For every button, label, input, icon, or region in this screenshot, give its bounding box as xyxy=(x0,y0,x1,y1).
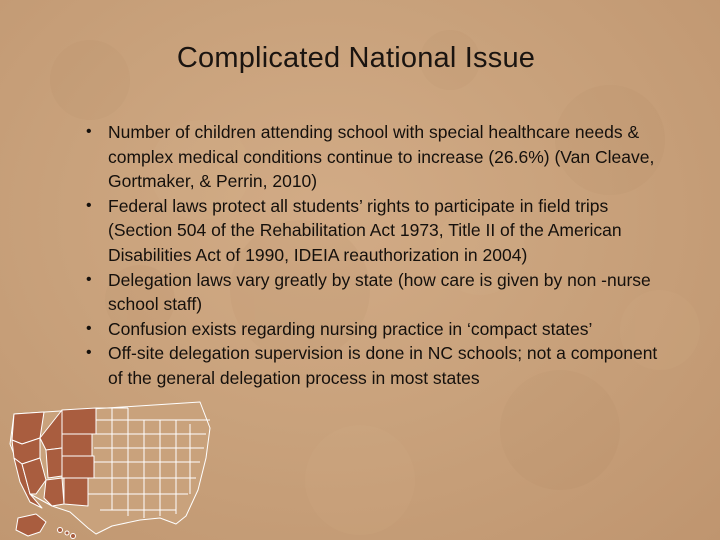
bullet-item xyxy=(82,341,672,390)
bullet-item xyxy=(82,194,672,268)
bullet-text: Confusion exists regarding nursing practice in ‘compact states’ xyxy=(108,318,593,339)
bullet-text: Off-site delegation supervision is done in NC schools; not a component of the general delegation process in most states xyxy=(108,343,658,388)
bullet-item xyxy=(82,268,672,317)
bullet-item xyxy=(82,317,672,342)
bullet-text: Number of children attending school with special healthcare needs & complex medical conditions continue to increase (26.6%) (Van Cleave, Gortmaker, & Perrin, 2010) xyxy=(108,122,655,192)
bullet-marker: • xyxy=(86,319,92,337)
bullet-marker: • xyxy=(86,123,92,140)
bullet-marker: • xyxy=(86,344,92,362)
bullet-item xyxy=(82,120,672,194)
slide-title: Complicated National Issue xyxy=(176,42,536,74)
bullet-text: Delegation laws vary greatly by state (how care is given by non -nurse school staff) xyxy=(108,269,651,315)
bullet-list xyxy=(82,120,672,391)
bullet-text: Federal laws protect all students’ rights to participate in field trips (Section 504 of the Rehabilitation Act 1973, Title II of the American Disabilities Act of 1990, IDEIA reauthorization in 2004) xyxy=(108,195,622,265)
us-states-map-icon xyxy=(0,398,218,540)
bullet-marker: • xyxy=(86,196,92,214)
bullet-marker: • xyxy=(86,270,92,288)
